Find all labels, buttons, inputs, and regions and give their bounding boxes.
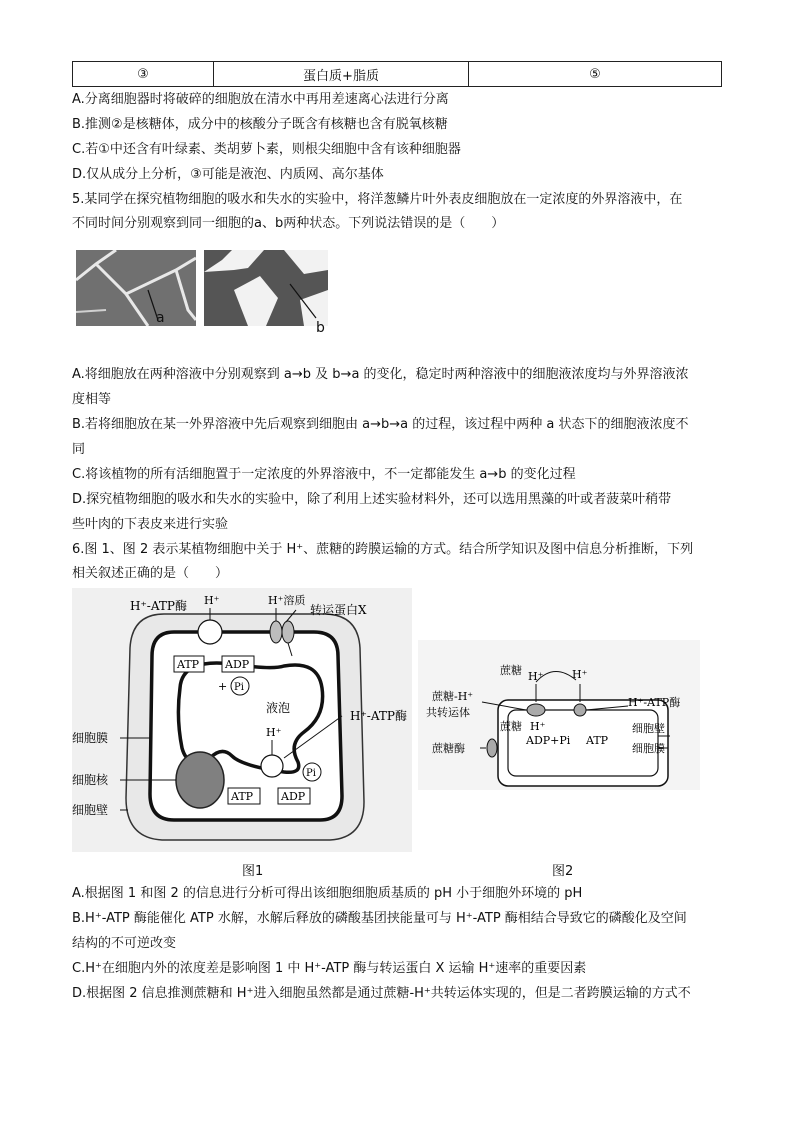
q6-option-a: A.根据图 1 和图 2 的信息进行分析可得出该细胞细胞质基质的 pH 小于细胞外环境的 pH bbox=[72, 886, 583, 901]
label-atp: ATP bbox=[586, 734, 609, 747]
label-h-atpase: H⁺-ATP酶 bbox=[628, 696, 681, 709]
label-nucleus: 细胞核 bbox=[72, 773, 109, 787]
micrograph-b-label: b bbox=[316, 320, 325, 336]
label-membrane: 细胞膜 bbox=[632, 742, 665, 755]
q5-stem: 5.某同学在探究植物细胞的吸水和失水的实验中，将洋葱鳞片叶外表皮细胞放在一定浓度的外界溶液中，在 bbox=[72, 192, 683, 207]
h-atpase-top bbox=[198, 620, 222, 644]
micrograph-b-image bbox=[204, 250, 328, 326]
q4-option-c: C.若①中还含有叶绿素、类胡萝卜素，则根尖细胞中含有该种细胞器 bbox=[72, 142, 461, 157]
table-cell: ③ bbox=[73, 62, 214, 87]
micrograph-a-image bbox=[76, 250, 196, 326]
answer-table-row bbox=[72, 61, 722, 87]
label-h-solute: H⁺溶质 bbox=[268, 594, 306, 607]
label-cotransporter2: 共转运体 bbox=[426, 706, 470, 719]
q5-option-d: D.探究植物细胞的吸水和失水的实验中，除了利用上述实验材料外，还可以选用黑藻的叶或者菠菜叶稍带 bbox=[72, 492, 672, 507]
label-pi2: Pi bbox=[306, 768, 316, 779]
q5-option-b-cont: 同 bbox=[72, 442, 86, 457]
micrograph-a-label: a bbox=[156, 310, 165, 326]
q5-option-a-cont: 度相等 bbox=[72, 392, 112, 407]
q5-stem: 不同时间分别观察到同一细胞的a、b两种状态。下列说法错误的是（ ） bbox=[72, 216, 505, 231]
label-transporter-x: 转运蛋白X bbox=[310, 603, 367, 617]
q5-option-d-cont: 些叶肉的下表皮来进行实验 bbox=[72, 517, 229, 532]
label-adp-pi: ADP+Pi bbox=[526, 734, 571, 747]
label-sucrose-in: 蔗糖 bbox=[500, 720, 522, 733]
label-h-atpase-right: H⁺-ATP酶 bbox=[350, 709, 407, 723]
label-h-in: H⁺ bbox=[530, 720, 546, 733]
sucrase-shape bbox=[487, 739, 497, 757]
figure-2-diagram bbox=[418, 640, 700, 790]
label-adp: ADP bbox=[225, 658, 250, 671]
label-membrane: 细胞膜 bbox=[72, 731, 109, 745]
q6-option-b-cont: 结构的不可逆改变 bbox=[72, 936, 177, 951]
label-wall: 细胞壁 bbox=[72, 803, 109, 817]
q6-option-d: D.根据图 2 信息推测蔗糖和 H⁺进入细胞虽然都是通过蔗糖-H⁺共转运体实现的，但是二者跨膜运输的方式不 bbox=[72, 986, 691, 1001]
label-atp2: ATP bbox=[231, 790, 254, 803]
q6-stem: 相关叙述正确的是（ ） bbox=[72, 566, 229, 581]
label-sucrose-top: 蔗糖 bbox=[500, 664, 522, 677]
q4-option-a: A.分离细胞器时将破碎的细胞放在清水中再用差速离心法进行分离 bbox=[72, 92, 449, 107]
q5-option-a: A.将细胞放在两种溶液中分别观察到 a→b 及 b→a 的变化，稳定时两种溶液中的细胞液浓度均与外界溶液浓 bbox=[72, 367, 689, 382]
cotransporter-shape bbox=[527, 704, 545, 716]
table-cell: 蛋白质+脂质 bbox=[214, 62, 469, 87]
label-plus: + bbox=[218, 680, 228, 693]
transporter-x bbox=[270, 621, 282, 643]
fig2-atpase-shape bbox=[574, 704, 586, 716]
label-sucrase: 蔗糖酶 bbox=[432, 742, 465, 755]
micrograph-b bbox=[204, 250, 328, 326]
q6-option-b: B.H⁺-ATP 酶能催化 ATP 水解，水解后释放的磷酸基团挟能量可与 H⁺-ATP 酶相结合导致它的磷酸化及空间 bbox=[72, 911, 687, 926]
q5-option-b: B.若将细胞放在某一外界溶液中先后观察到细胞由 a→b→a 的过程，该过程中两种 a 状态下的细胞液浓度不 bbox=[72, 417, 689, 432]
label-vacuole: 液泡 bbox=[266, 701, 291, 715]
figure-1-diagram bbox=[72, 588, 412, 852]
label-h-mid: H⁺ bbox=[266, 726, 282, 739]
q4-option-b: B.推测②是核糖体，成分中的核酸分子既含有核糖也含有脱氧核糖 bbox=[72, 117, 448, 132]
label-h-top: H⁺ bbox=[528, 670, 544, 683]
table-cell: ⑤ bbox=[469, 62, 722, 87]
h-atpase-mid bbox=[261, 755, 283, 777]
figure-2-caption: 图2 bbox=[552, 864, 574, 879]
label-cotransporter: 蔗糖-H⁺ bbox=[432, 690, 474, 703]
figure-1-caption: 图1 bbox=[242, 864, 264, 879]
label-atp: ATP bbox=[177, 658, 200, 671]
label-h-top: H⁺ bbox=[204, 594, 220, 607]
nucleus-shape bbox=[176, 752, 224, 808]
q5-option-c: C.将该植物的所有活细胞置于一定浓度的外界溶液中，不一定都能发生 a→b 的变化过程 bbox=[72, 467, 576, 482]
q6-option-c: C.H⁺在细胞内外的浓度差是影响图 1 中 H⁺-ATP 酶与转运蛋白 X 运输 H⁺速率的重要因素 bbox=[72, 961, 587, 976]
label-wall: 细胞壁 bbox=[632, 722, 665, 735]
label-h-atpase-top: H⁺-ATP酶 bbox=[130, 599, 187, 613]
micrograph-a bbox=[76, 250, 196, 326]
label-pi: Pi bbox=[234, 682, 244, 693]
label-adp2: ADP bbox=[281, 790, 306, 803]
q6-stem: 6.图 1、图 2 表示某植物细胞中关于 H⁺、蔗糖的跨膜运输的方式。结合所学知识及图中信息分析推断，下列 bbox=[72, 542, 694, 557]
label-h-right: H⁺ bbox=[572, 668, 588, 681]
q4-option-d: D.仅从成分上分析，③可能是液泡、内质网、高尔基体 bbox=[72, 167, 384, 182]
